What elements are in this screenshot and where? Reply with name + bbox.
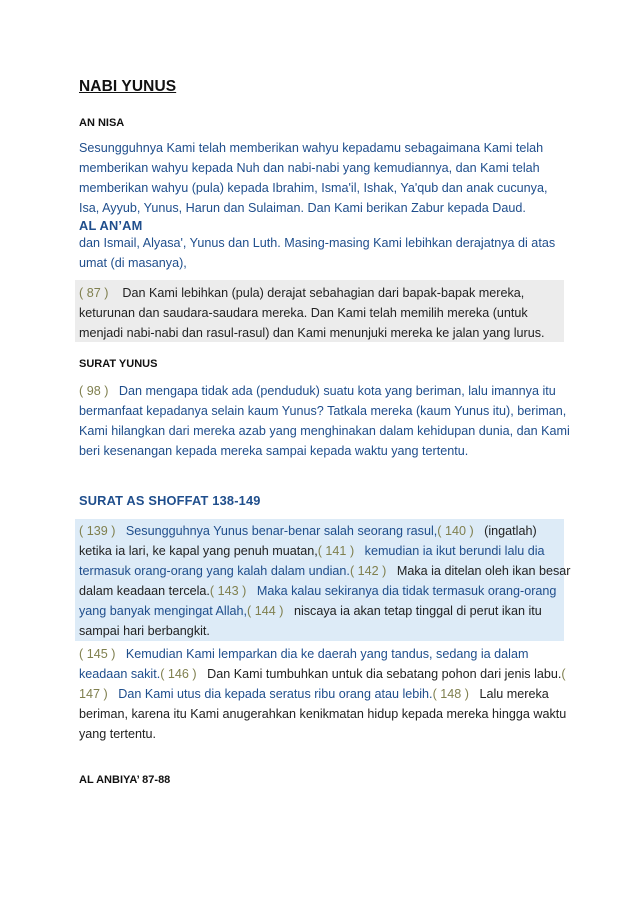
verse-text: Maka kalau sekiranya dia tidak termasuk orang-orang <box>256 584 557 598</box>
verse-text: Kami hilangkan dari mereka azab yang menghinakan dalam kehidupan dunia, dan Kami <box>79 424 570 438</box>
an-nisa-paragraph <box>79 138 547 218</box>
verse-text: termasuk orang-orang yang kalah dalam undian. <box>79 564 350 578</box>
verse-text: bermanfaat kepadanya selain kaum Yunus? Tatkala mereka (kaum Yunus itu), beriman, <box>79 404 567 418</box>
as-shoffat-verses <box>79 521 570 744</box>
verse-number: ( 141 ) <box>317 544 355 558</box>
verse-text: Dan mengapa tidak ada (penduduk) suatu kota yang beriman, lalu imannya itu <box>118 384 556 398</box>
text-line: dan Ismail, Alyasa', Yunus dan Luth. Masing-masing Kami lebihkan derajatnya di atas <box>79 236 556 250</box>
text-line: umat (di masanya), <box>79 256 187 270</box>
section-heading-as-shoffat: SURAT AS SHOFFAT 138-149 <box>79 493 261 508</box>
verse-text: Kemudian Kami lemparkan dia ke daerah yang tandus, sedang ia dalam <box>125 647 529 661</box>
verse-text: dalam keadaan tercela. <box>79 584 210 598</box>
verse-text: yang tertentu. <box>79 727 157 741</box>
verse-text: beri kesenangan kepada mereka sampai kepada waktu yang tertentu. <box>79 444 469 458</box>
verse-text: ketika ia lari, ke kapal yang penuh muatan, <box>79 544 318 558</box>
verse-number: ( 87 ) <box>79 286 109 300</box>
verse-text: sampai hari berbangkit. <box>79 624 210 638</box>
verse-text: niscaya ia akan tetap tinggal di perut ikan itu <box>293 604 542 618</box>
page-title: NABI YUNUS <box>79 78 177 95</box>
section-heading-an-nisa: AN NISA <box>79 117 125 129</box>
verse-text: beriman, karena itu Kami anugerahkan kenikmatan hidup kepada mereka hingga waktu <box>79 707 567 721</box>
verse-number: ( 98 ) <box>79 384 109 398</box>
verse-number: ( 144 ) <box>247 604 284 618</box>
verse-number: ( 143 ) <box>209 584 247 598</box>
verse-number: ( 148 ) <box>432 687 469 701</box>
text-line: memberikan wahyu kepada Nuh dan nabi-nabi yang kemudiannya, dan Kami telah <box>79 161 540 175</box>
section-heading-al-anbiya: AL ANBIYA’ 87-88 <box>79 774 171 786</box>
verse-text: Lalu mereka <box>479 687 549 701</box>
verse-text: Dan Kami tumbuhkan untuk dia sebatang pohon dari jenis labu. <box>207 667 562 681</box>
verse-98 <box>79 381 570 461</box>
verse-text: Dan Kami utus dia kepada seratus ribu orang atau lebih. <box>118 687 433 701</box>
verse-text: keadaan sakit. <box>79 667 161 681</box>
verse-text: kemudian ia ikut berundi lalu dia <box>364 544 545 558</box>
text-line: Isa, Ayyub, Yunus, Harun dan Sulaiman. Dan Kami berikan Zabur kepada Daud. <box>79 201 526 215</box>
text-line: Sesungguhnya Kami telah memberikan wahyu kepadamu sebagaimana Kami telah <box>79 141 544 155</box>
section-heading-surat-yunus: SURAT YUNUS <box>79 358 158 370</box>
text-line: memberikan wahyu (pula) kepada Ibrahim, Isma'il, Ishak, Ya'qub dan anak cucunya, <box>79 181 548 195</box>
verse-number: ( 139 ) <box>79 524 116 538</box>
section-heading-al-anam: AL AN’AM <box>79 218 143 233</box>
verse-number: ( 142 ) <box>349 564 387 578</box>
verse-text: (ingatlah) <box>484 524 537 538</box>
verse-number: ( 145 ) <box>79 647 116 661</box>
verse-text: Maka ia ditelan oleh ikan besar <box>396 564 571 578</box>
verse-number: 147 ) <box>79 687 108 701</box>
verse-87 <box>79 283 545 343</box>
verse-number: ( 146 ) <box>160 667 197 681</box>
verse-number: ( <box>561 667 566 681</box>
verse-text: Sesungguhnya Yunus benar-benar salah seorang rasul, <box>125 524 438 538</box>
verse-number: ( 140 ) <box>437 524 474 538</box>
verse-text: keturunan dan saudara-saudara mereka. Dan Kami telah memilih mereka (untuk <box>79 306 528 320</box>
verse-text: yang banyak mengingat Allah, <box>79 604 248 618</box>
verse-text: Dan Kami lebihkan (pula) derajat sebahagian dari bapak-bapak mereka, <box>122 286 525 300</box>
verse-text: menjadi nabi-nabi dan rasul-rasul) dan Kami menunjuki mereka ke jalan yang lurus. <box>79 326 545 340</box>
al-anam-paragraph <box>79 233 555 273</box>
